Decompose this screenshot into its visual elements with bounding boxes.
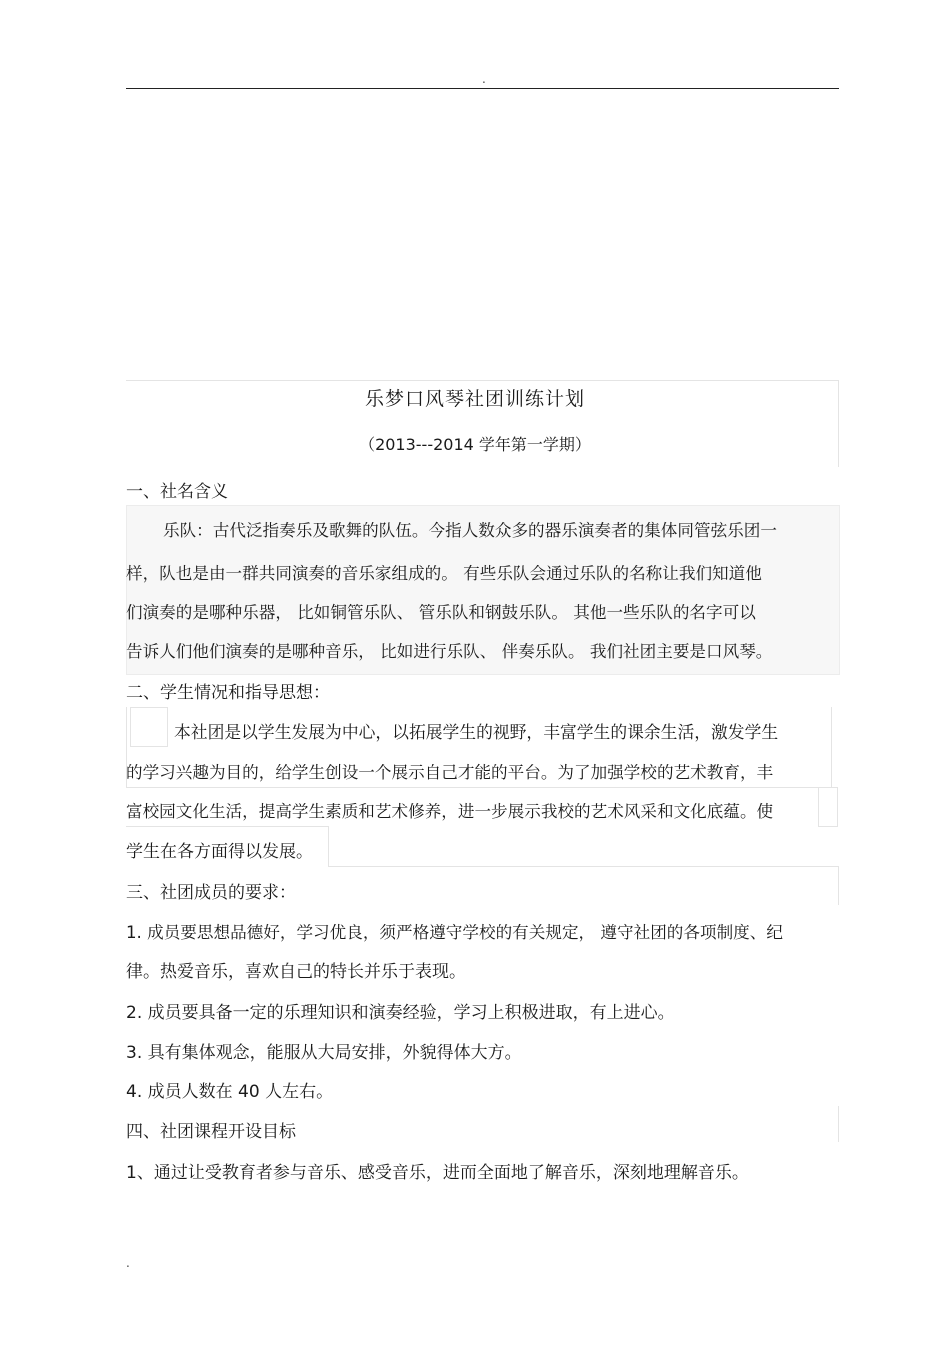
section3-item-1-cont: 律。热爱音乐，喜欢自己的特长并乐于表现。 bbox=[126, 962, 466, 982]
section2-line-2: 的学习兴趣为目的，给学生创设一个展示自己才能的平台。为了加强学校的艺术教育，丰 bbox=[126, 763, 774, 782]
section2-line-1: 本社团是以学生发展为中心，以拓展学生的视野，丰富学生的课余生活，激发学生 bbox=[174, 722, 779, 742]
section2-bottom-line bbox=[328, 866, 839, 905]
section3-item-4: 4. 成员人数在 40 人左右。 bbox=[126, 1082, 334, 1102]
section3-item-1: 1. 成员要思想品德好，学习优良，须严格遵守学校的有关规定， 遵守社团的各项制度、纪 bbox=[126, 923, 783, 942]
section3-heading: 三、社团成员的要求： bbox=[126, 883, 296, 903]
document-title: 乐梦口风琴社团训练计划 bbox=[364, 388, 585, 410]
section4-heading: 四、社团课程开设目标 bbox=[126, 1122, 296, 1142]
section4-side-line bbox=[838, 1106, 839, 1142]
header-rule bbox=[126, 88, 839, 89]
section1-heading: 一、社名含义 bbox=[126, 482, 228, 502]
section2-line-3: 富校园文化生活，提高学生素质和艺术修养，进一步展示我校的艺术风采和文化底蕴。使 bbox=[126, 802, 774, 821]
section1-line-4: 告诉人们他们演奏的是哪种音乐， 比如进行乐队、 伴奏乐队。 我们社团主要是口风琴。 bbox=[126, 642, 773, 661]
section1-line-1: 乐队：古代泛指奏乐及歌舞的队伍。今指人数众多的器乐演奏者的集体同管弦乐团一 bbox=[163, 521, 777, 540]
section3-item-2: 2. 成员要具备一定的乐理知识和演奏经验，学习上积极进取，有上进心。 bbox=[126, 1003, 675, 1023]
document-subtitle: （2013---2014 学年第一学期） bbox=[359, 435, 591, 454]
section1-line-2: 样，队也是由一群共同演奏的音乐家组成的。 有些乐队会通过乐队的名称让我们知道他 bbox=[126, 564, 762, 583]
section2-line-4: 学生在各方面得以发展。 bbox=[126, 842, 313, 862]
section2-right-frame bbox=[818, 787, 838, 827]
section3-item-3: 3. 具有集体观念，能服从大局安排，外貌得体大方。 bbox=[126, 1043, 522, 1063]
section2-heading: 二、学生情况和指导思想： bbox=[126, 683, 330, 703]
section1-line-3: 们演奏的是哪种乐器， 比如铜管乐队、 管乐队和钢鼓乐队。 其他一些乐队的名字可以 bbox=[126, 603, 756, 622]
header-mark: . bbox=[482, 72, 486, 86]
section4-item-1: 1、通过让受教育者参与音乐、感受音乐，进而全面地了解音乐，深刻地理解音乐。 bbox=[126, 1163, 749, 1183]
footer-mark: . bbox=[126, 1256, 130, 1270]
